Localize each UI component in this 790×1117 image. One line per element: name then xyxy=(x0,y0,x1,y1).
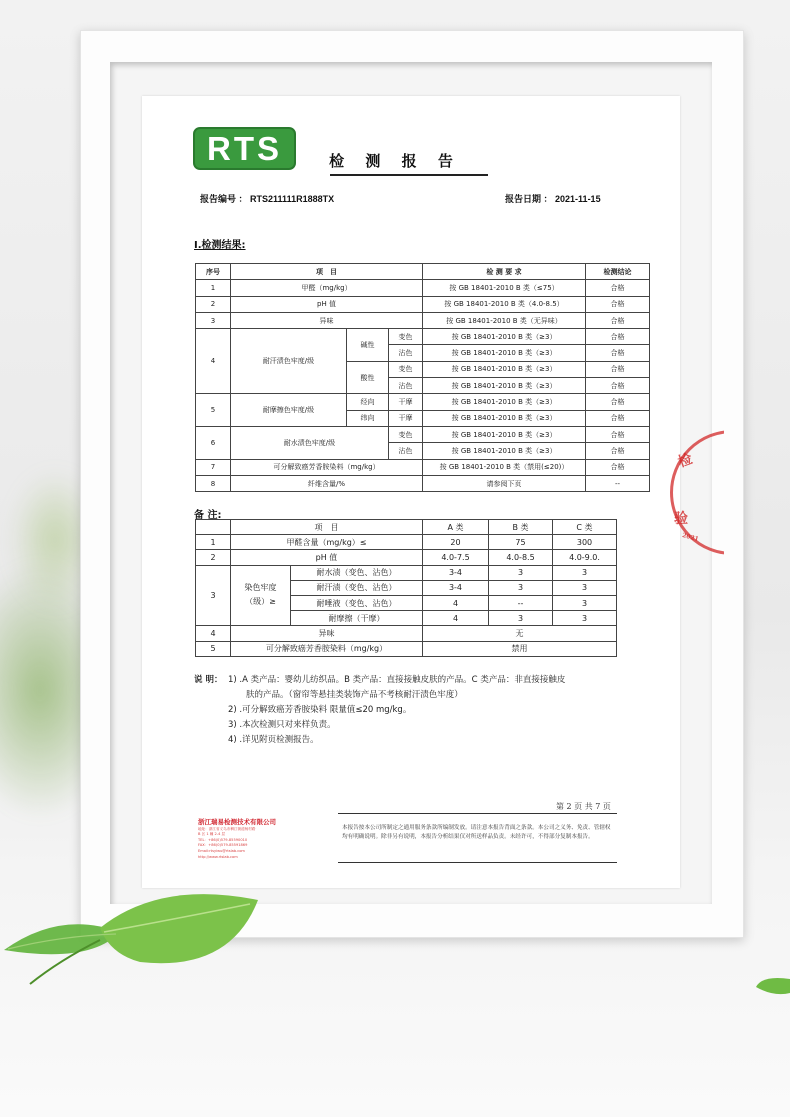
table-row xyxy=(196,641,617,656)
col-header: 检 测 要 求 xyxy=(423,264,586,280)
row-number: 1 xyxy=(196,280,231,296)
report-title: 检 测 报 告 xyxy=(329,152,461,170)
test-requirement: 按 GB 18401-2010 B 类（≥3） xyxy=(423,329,586,345)
class-a-value: 3-4 xyxy=(423,565,489,580)
company-address-line: 地址：浙江省义乌市稠江街道杨村路 xyxy=(198,827,256,831)
test-requirement: 按 GB 18401-2010 B 类（≥3） xyxy=(423,426,586,442)
class-b-value: 3 xyxy=(489,565,553,580)
table-row xyxy=(196,280,650,296)
class-a-value: 4 xyxy=(423,611,489,626)
seal-char: 检 xyxy=(676,451,695,471)
results-heading: I.检测结果: xyxy=(194,240,246,251)
remark-subitem: 耐汗渍（变色、沾色） xyxy=(291,580,423,595)
report-date-label: 报告日期 ： xyxy=(505,194,553,204)
class-c-value: 3 xyxy=(553,611,617,626)
col-header: B 类 xyxy=(489,520,553,535)
row-number: 5 xyxy=(196,394,231,427)
test-item: 耐摩擦色牢度/级 xyxy=(231,394,347,427)
remark-item: pH 值 xyxy=(231,550,423,565)
test-subitem: 干摩 xyxy=(389,394,423,410)
remark-subitem: 耐水渍（变色、沾色） xyxy=(291,565,423,580)
test-subitem: 沾色 xyxy=(389,345,423,361)
row-number: 3 xyxy=(196,312,231,328)
test-subitem: 变色 xyxy=(389,361,423,377)
table-row xyxy=(196,626,617,641)
test-result: 合格 xyxy=(586,329,650,345)
test-requirement: 按 GB 18401-2010 B 类（≥3） xyxy=(423,345,586,361)
footer-rule-bottom xyxy=(338,862,617,863)
test-item: 耐汗渍色牢度/级 xyxy=(231,329,347,394)
test-requirement: 按 GB 18401-2010 B 类（≥3） xyxy=(423,394,586,410)
table-row xyxy=(196,394,650,410)
row-number: 4 xyxy=(196,626,231,641)
row-number: 2 xyxy=(196,296,231,312)
footer-rule-top xyxy=(338,813,617,814)
class-a-value: 20 xyxy=(423,535,489,550)
class-c-value: 3 xyxy=(553,565,617,580)
row-number: 1 xyxy=(196,535,231,550)
seal-number: 2021 xyxy=(681,531,700,544)
test-item: 甲醛（mg/kg） xyxy=(231,280,423,296)
note-1: 1) .A 类产品：婴幼儿纺织品。B 类产品：直接接触皮肤的产品。C 类产品：非直接接触皮 xyxy=(228,675,566,685)
note-1-continued: 肤的产品。（窗帘等悬挂类装饰产品不考核耐汗渍色牢度） xyxy=(246,690,463,700)
all-classes-value: 禁用 xyxy=(423,641,617,656)
table-row xyxy=(196,550,617,565)
class-c-value: 3 xyxy=(553,595,617,610)
test-result: 合格 xyxy=(586,410,650,426)
test-requirement: 按 GB 18401-2010 B 类（≥3） xyxy=(423,443,586,459)
company-website: http://www.rtslab.com xyxy=(198,855,238,859)
col-header: 项 目 xyxy=(231,520,423,535)
note-4: 4) .详见附页检测报告。 xyxy=(228,735,319,745)
note-3: 3) .本次检测只对来样负责。 xyxy=(228,720,336,730)
remark-group-line: （级）≥ xyxy=(245,597,276,607)
row-number: 2 xyxy=(196,550,231,565)
company-address-line: B 区 1 幢 2-4 层 xyxy=(198,832,226,836)
test-result: 合格 xyxy=(586,394,650,410)
test-subitem: 沾色 xyxy=(389,443,423,459)
remark-group xyxy=(231,565,291,626)
test-result: 合格 xyxy=(586,361,650,377)
test-item: 耐水渍色牢度/级 xyxy=(231,426,389,459)
test-result: 合格 xyxy=(586,459,650,475)
table-row xyxy=(196,296,650,312)
test-subitem: 沾色 xyxy=(389,378,423,394)
test-requirement: 按 GB 18401-2010 B 类（≤75） xyxy=(423,280,586,296)
class-c-value: 4.0-9.0. xyxy=(553,550,617,565)
footer-disclaimer: 本报告按本公司所制定之通用服务条款所编制发放。请注意本报告背面之条款。本公司之义务、免责、管辖权均有明确说明。除非另有说明，本报告分析结果仅对所送样品负责。未经许可，不得部分复制本报告。 xyxy=(342,825,611,840)
report-number-value: RTS211111R1888TX xyxy=(250,194,335,204)
report-date xyxy=(505,192,601,205)
col-header: 序号 xyxy=(196,264,231,280)
test-item: pH 值 xyxy=(231,296,423,312)
remark-subitem: 耐唾液（变色、沾色） xyxy=(291,595,423,610)
class-c-value: 3 xyxy=(553,580,617,595)
table-row xyxy=(196,312,650,328)
logo-text: RTS xyxy=(207,130,282,167)
col-header: C 类 xyxy=(553,520,617,535)
test-item: 异味 xyxy=(231,312,423,328)
test-requirement: 按 GB 18401-2010 B 类（≥3） xyxy=(423,410,586,426)
table-header-row xyxy=(196,520,617,535)
remark-group-line: 染色牢度 xyxy=(244,583,277,593)
row-number: 4 xyxy=(196,329,231,394)
test-item: 纤维含量/% xyxy=(231,475,423,491)
class-b-value: 4.0-8.5 xyxy=(489,550,553,565)
remark-item: 甲醛含量（mg/kg）≤ xyxy=(231,535,423,550)
col-header: 检测结论 xyxy=(586,264,650,280)
test-requirement: 按 GB 18401-2010 B 类（≥3） xyxy=(423,361,586,377)
test-subitem: 干摩 xyxy=(389,410,423,426)
test-requirement: 按 GB 18401-2010 B 类（禁用(≤20)） xyxy=(423,459,586,475)
row-number: 7 xyxy=(196,459,231,475)
company-name: 浙江瑞易检测技术有限公司 xyxy=(198,818,276,826)
results-table xyxy=(195,263,650,492)
col-header: 项 目 xyxy=(231,264,423,280)
class-b-value: 3 xyxy=(489,580,553,595)
test-subitem: 经向 xyxy=(347,394,389,410)
test-result: 合格 xyxy=(586,345,650,361)
row-number: 8 xyxy=(196,475,231,491)
report-date-value: 2021-11-15 xyxy=(555,194,601,204)
table-row xyxy=(196,426,650,442)
test-item: 可分解致癌芳香胺染料（mg/kg） xyxy=(231,459,423,475)
note-2: 2) .可分解致癌芳香胺染料 限量值≤20 mg/kg。 xyxy=(228,705,412,715)
row-number: 3 xyxy=(196,565,231,626)
report-number xyxy=(200,192,334,205)
test-result: -- xyxy=(586,475,650,491)
remarks-table xyxy=(195,519,617,657)
company-email: Email:rtsyiwu@rtslab.com xyxy=(198,849,245,853)
remark-subitem: 耐摩擦（干摩） xyxy=(291,611,423,626)
all-classes-value: 无 xyxy=(423,626,617,641)
table-row xyxy=(196,329,650,345)
test-result: 合格 xyxy=(586,312,650,328)
class-b-value: -- xyxy=(489,595,553,610)
test-requirement: 按 GB 18401-2010 B 类（≥3） xyxy=(423,378,586,394)
table-row xyxy=(196,459,650,475)
test-result: 合格 xyxy=(586,426,650,442)
leaf-decoration xyxy=(752,975,790,1005)
test-subitem: 碱性 xyxy=(347,329,389,362)
test-requirement: 按 GB 18401-2010 B 类（无异味） xyxy=(423,312,586,328)
row-number: 5 xyxy=(196,641,231,656)
table-row xyxy=(196,475,650,491)
table-header-row xyxy=(196,264,650,280)
test-result: 合格 xyxy=(586,443,650,459)
test-subitem: 变色 xyxy=(389,426,423,442)
page-number: 第 2 页 共 7 页 xyxy=(556,802,611,811)
remark-item: 异味 xyxy=(231,626,423,641)
row-number: 6 xyxy=(196,426,231,459)
class-a-value: 4 xyxy=(423,595,489,610)
notes-label: 说 明： xyxy=(194,675,223,685)
test-result: 合格 xyxy=(586,280,650,296)
table-row xyxy=(196,535,617,550)
test-subitem: 变色 xyxy=(389,329,423,345)
test-result: 合格 xyxy=(586,378,650,394)
table-row xyxy=(196,565,617,580)
title-underline xyxy=(330,174,488,176)
test-subitem: 酸性 xyxy=(347,361,389,394)
class-b-value: 3 xyxy=(489,611,553,626)
test-requirement: 请参阅下页 xyxy=(423,475,586,491)
class-b-value: 75 xyxy=(489,535,553,550)
test-result: 合格 xyxy=(586,296,650,312)
test-requirement: 按 GB 18401-2010 B 类（4.0-8.5） xyxy=(423,296,586,312)
rts-logo xyxy=(193,127,296,170)
seal-char: 验 xyxy=(674,511,688,527)
leaf-decoration xyxy=(0,880,270,990)
col-header: A 类 xyxy=(423,520,489,535)
official-seal xyxy=(664,428,724,558)
company-phone: TEL：+86(0)579-85590010 xyxy=(198,838,248,842)
company-fax: FAX：+86(0)579-85591869 xyxy=(198,843,248,847)
class-c-value: 300 xyxy=(553,535,617,550)
test-subitem: 纬向 xyxy=(347,410,389,426)
class-a-value: 4.0-7.5 xyxy=(423,550,489,565)
remark-item: 可分解致癌芳香胺染料（mg/kg） xyxy=(231,641,423,656)
report-number-label: 报告编号 ： xyxy=(200,194,248,204)
remarks-heading: 备 注: xyxy=(194,510,222,521)
notes-section xyxy=(194,673,624,748)
empty-cell xyxy=(196,520,231,535)
class-a-value: 3-4 xyxy=(423,580,489,595)
